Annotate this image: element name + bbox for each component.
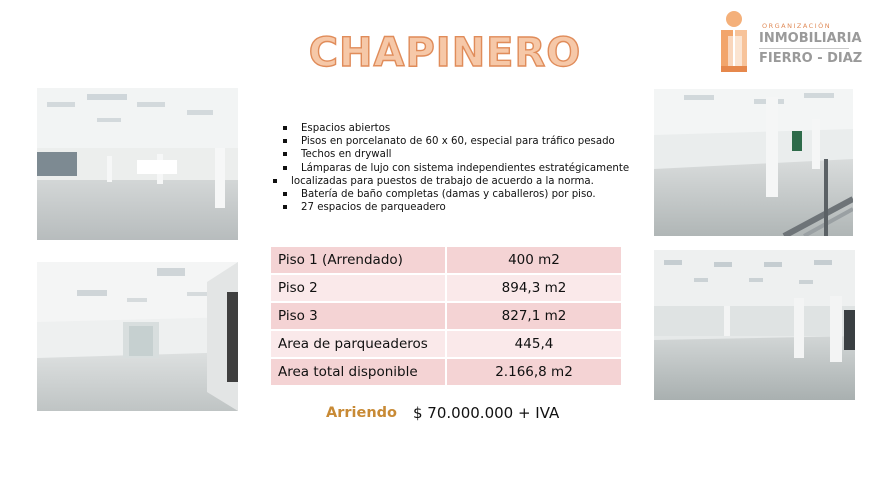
feature-item: 27 espacios de parqueadero (283, 201, 633, 214)
area-label: Piso 1 (Arrendado) (271, 247, 446, 275)
logo-mark-icon (718, 10, 752, 74)
area-value: 827,1 m2 (446, 302, 621, 330)
table-row (271, 247, 621, 275)
feature-item-continuation (273, 175, 633, 188)
rent-label: Arriendo (326, 405, 397, 421)
office-photo-4 (654, 250, 855, 400)
table-row (271, 330, 621, 358)
page-title: CHAPINERO (308, 30, 582, 76)
area-label: Area de parqueaderos (271, 330, 446, 358)
feature-item: Techos en drywall (283, 148, 633, 161)
table-row (271, 302, 621, 330)
logo-divider (759, 48, 849, 49)
table-row (271, 274, 621, 302)
area-label: Area total disponible (271, 358, 446, 386)
feature-item: Batería de baño completas (damas y caballeros) por piso. (283, 188, 633, 201)
area-label: Piso 2 (271, 274, 446, 302)
office-photo-3 (654, 89, 853, 236)
area-table (271, 246, 621, 387)
office-photo-1 (37, 88, 238, 240)
feature-continuation-text: localizadas para puestos de trabajo de acuerdo a la norma. (291, 175, 594, 187)
rent-price: $ 70.000.000 + IVA (413, 404, 560, 422)
logo-name-line2: FIERRO - DIAZ (759, 51, 863, 66)
area-value: 894,3 m2 (446, 274, 621, 302)
logo-org-text: ORGANIZACIÓN (762, 22, 832, 30)
logo-name-line1: INMOBILIARIA (759, 31, 862, 46)
office-photo-2 (37, 262, 238, 411)
feature-item: Pisos en porcelanato de 60 x 60, especial para tráfico pesado (283, 135, 633, 148)
feature-item: Lámparas de lujo con sistema independientes estratégicamente (283, 162, 633, 175)
table-row (271, 358, 621, 386)
company-logo (718, 10, 878, 80)
area-label: Piso 3 (271, 302, 446, 330)
area-value: 2.166,8 m2 (446, 358, 621, 386)
feature-item: Espacios abiertos (283, 122, 633, 135)
area-value: 400 m2 (446, 247, 621, 275)
area-value: 445,4 (446, 330, 621, 358)
features-list (283, 122, 633, 214)
